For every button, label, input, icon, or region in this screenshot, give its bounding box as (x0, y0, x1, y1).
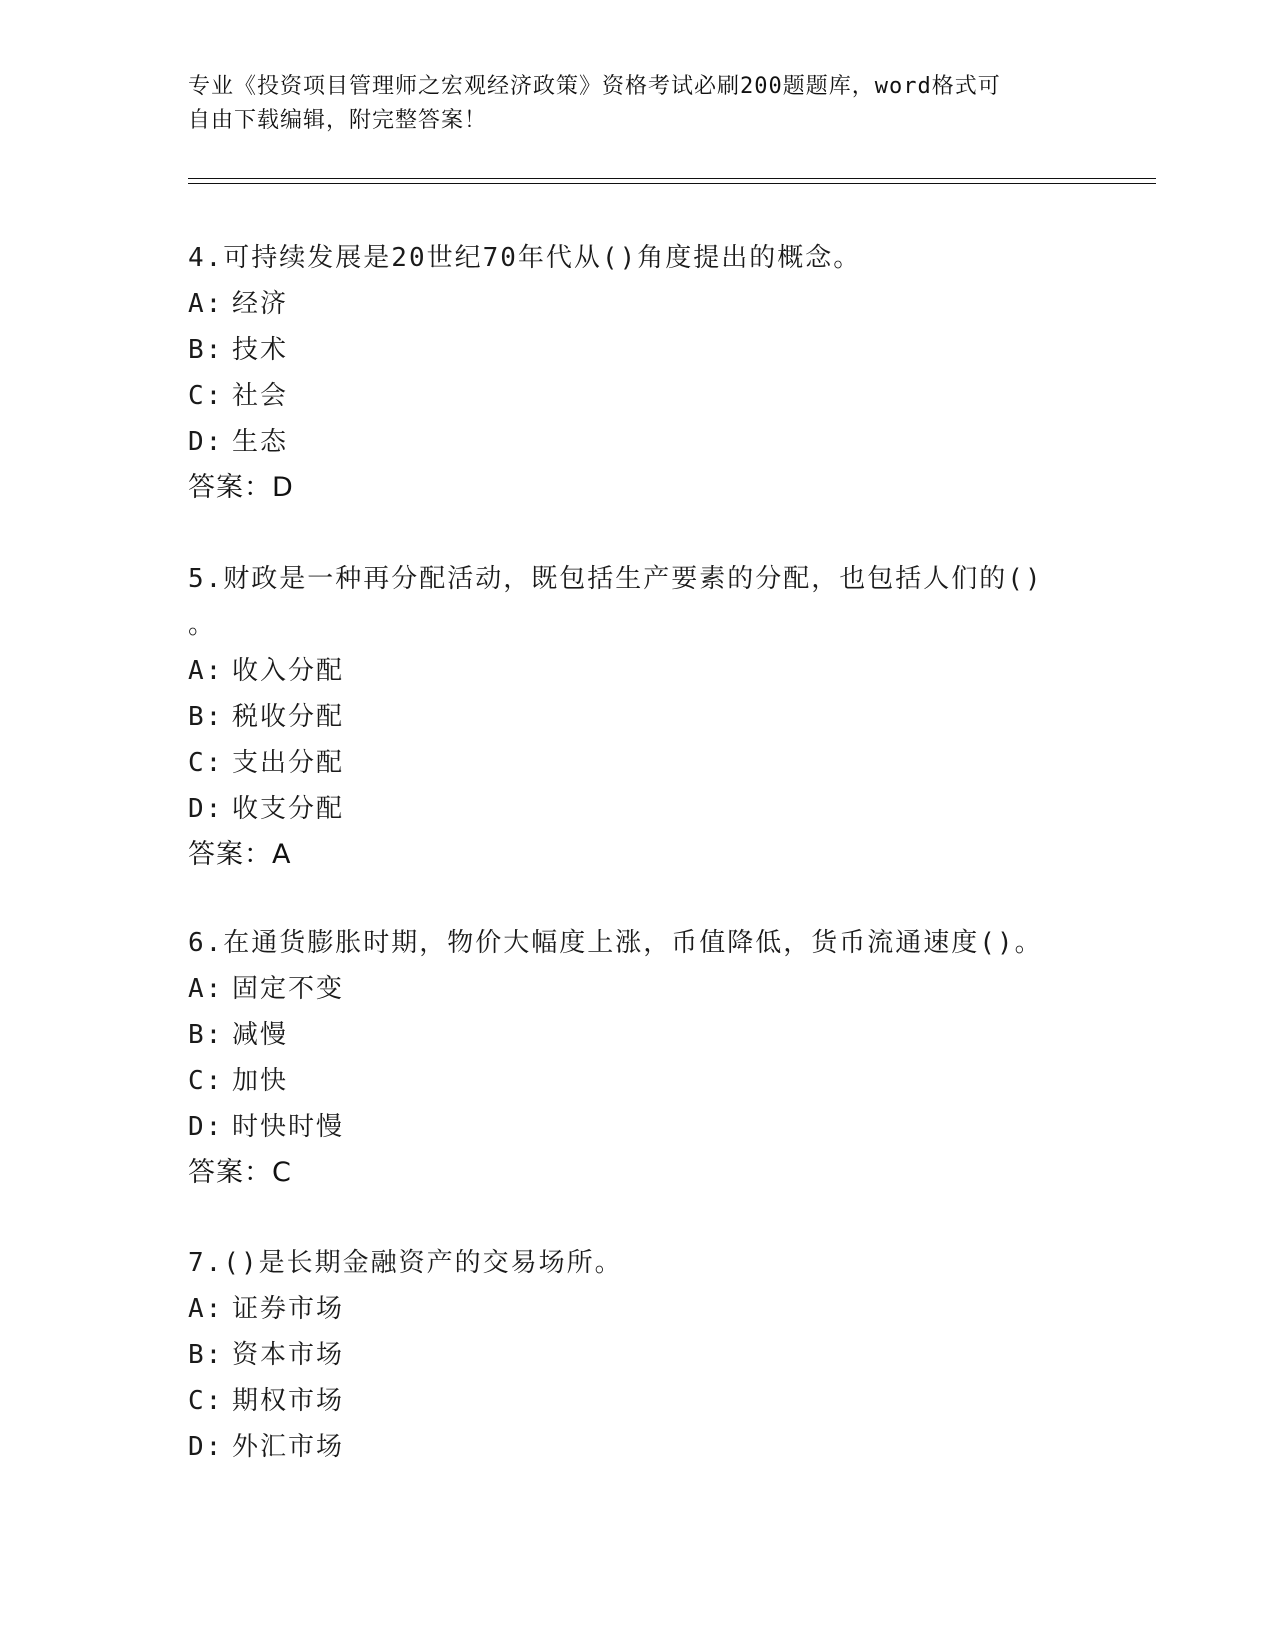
option-key: B: (188, 1020, 224, 1050)
option-a (188, 648, 1068, 694)
option-c (188, 373, 1068, 419)
option-text: 外汇市场 (232, 1432, 345, 1462)
option-c (188, 1378, 1068, 1424)
option-key: D: (188, 427, 224, 457)
answer-line: 答案：D (188, 472, 294, 503)
option-c (188, 1058, 1068, 1104)
option-key: C: (188, 1066, 224, 1096)
option-text: 经济 (232, 289, 289, 319)
option-text: 减慢 (232, 1020, 289, 1050)
option-key: A: (188, 289, 224, 319)
option-a (188, 281, 1068, 327)
question-stem-continuation: 。 (188, 610, 217, 640)
answer-line: 答案：C (188, 1157, 292, 1188)
option-b (188, 327, 1068, 373)
option-text: 生态 (232, 427, 289, 457)
option-d (188, 1424, 1068, 1470)
option-key: C: (188, 748, 224, 778)
question-7 (188, 1240, 1068, 1470)
option-text: 加快 (232, 1066, 289, 1096)
option-b (188, 1012, 1068, 1058)
option-key: D: (188, 1432, 224, 1462)
option-text: 资本市场 (232, 1340, 345, 1370)
option-text: 收支分配 (232, 794, 345, 824)
option-key: B: (188, 335, 224, 365)
option-text: 固定不变 (232, 974, 345, 1004)
option-b (188, 1332, 1068, 1378)
question-5 (188, 556, 1068, 878)
header-rule-top (188, 178, 1156, 179)
option-d (188, 419, 1068, 465)
question-stem: 7.()是长期金融资产的交易场所。 (188, 1248, 623, 1278)
answer-line: 答案：A (188, 839, 292, 870)
option-key: A: (188, 974, 224, 1004)
option-key: A: (188, 1294, 224, 1324)
option-a (188, 966, 1068, 1012)
option-text: 社会 (232, 381, 289, 411)
option-a (188, 1286, 1068, 1332)
question-stem: 4.可持续发展是20世纪70年代从()角度提出的概念。 (188, 243, 862, 273)
option-c (188, 740, 1068, 786)
question-4 (188, 235, 1068, 511)
header-line-2: 自由下载编辑，附完整答案！ (188, 108, 488, 133)
option-d (188, 1104, 1068, 1150)
option-d (188, 786, 1068, 832)
option-key: B: (188, 1340, 224, 1370)
option-b (188, 694, 1068, 740)
option-text: 收入分配 (232, 656, 345, 686)
document-header (188, 70, 1088, 138)
option-text: 期权市场 (232, 1386, 345, 1416)
option-text: 证券市场 (232, 1294, 345, 1324)
option-key: C: (188, 1386, 224, 1416)
option-text: 支出分配 (232, 748, 345, 778)
option-key: C: (188, 381, 224, 411)
option-key: D: (188, 794, 224, 824)
option-key: B: (188, 702, 224, 732)
option-key: D: (188, 1112, 224, 1142)
option-text: 时快时慢 (232, 1112, 345, 1142)
option-text: 税收分配 (232, 702, 345, 732)
question-stem: 5.财政是一种再分配活动，既包括生产要素的分配，也包括人们的() (188, 564, 1043, 594)
header-rule-bottom (188, 183, 1156, 184)
option-text: 技术 (232, 335, 289, 365)
header-line-1: 专业《投资项目管理师之宏观经济政策》资格考试必刷200题题库，word格式可 (188, 74, 1001, 99)
question-stem: 6.在通货膨胀时期，物价大幅度上涨，币值降低，货币流通速度()。 (188, 928, 1043, 958)
question-6 (188, 920, 1068, 1196)
option-key: A: (188, 656, 224, 686)
